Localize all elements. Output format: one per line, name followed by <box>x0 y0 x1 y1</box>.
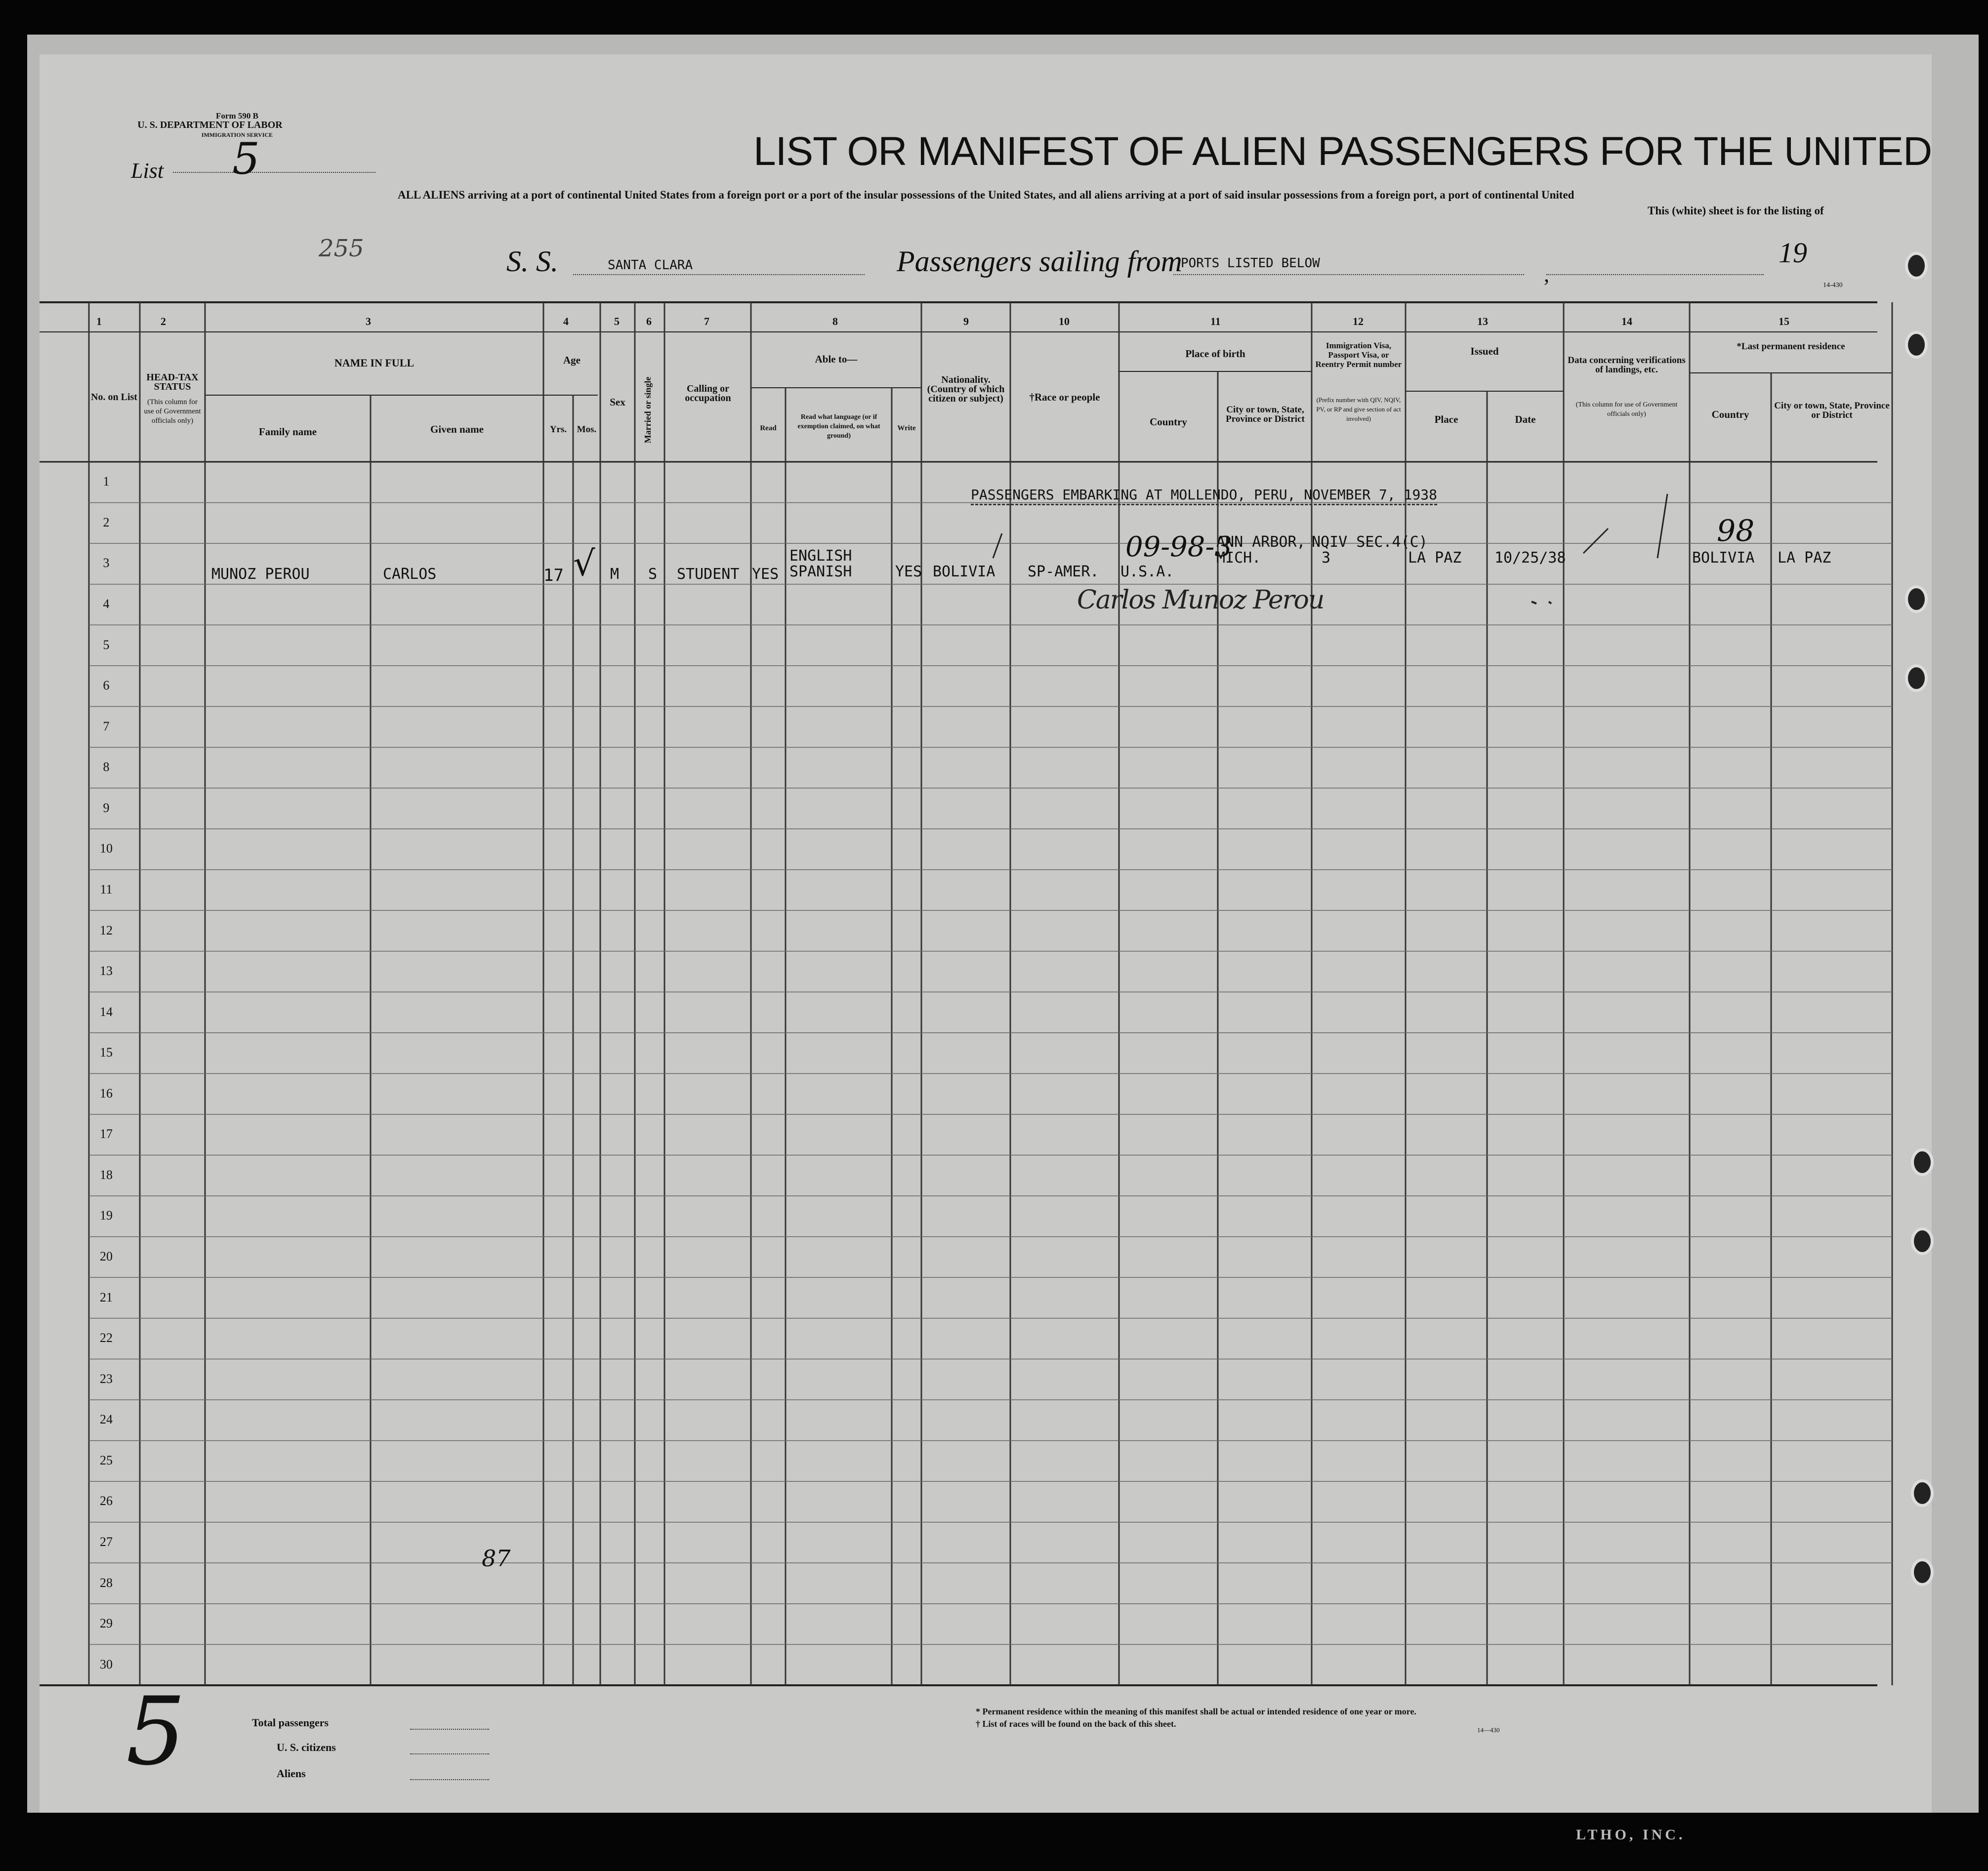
header-nationality: Nationality. (Country of which citizen or subject) <box>927 374 1005 404</box>
header-yrs: Yrs. <box>549 424 567 435</box>
header-issued-date: Date <box>1515 413 1536 425</box>
header-able-to: Able to— <box>815 353 858 365</box>
footnote-2: † List of races will be found on the back of this sheet. <box>976 1719 1176 1729</box>
list-label: List <box>131 159 164 183</box>
passenger-read: YES <box>752 566 779 583</box>
passenger-res-country: BOLIVIA <box>1692 549 1755 567</box>
header-read: Read <box>760 424 777 432</box>
row-number: 4 <box>103 596 110 611</box>
row-number: 23 <box>100 1371 113 1386</box>
service-name: IMMIGRATION SERVICE <box>201 131 273 138</box>
aliens-label: Aliens <box>277 1767 306 1780</box>
page-title: LIST OR MANIFEST OF ALIEN PASSENGERS FOR THE UNITED <box>753 129 1932 174</box>
passenger-age-years: 17 <box>543 566 564 585</box>
row-number: 21 <box>100 1290 113 1304</box>
year-prefix: 19 <box>1779 237 1807 269</box>
passenger-birth-country-hand: 09-98-3 <box>1125 531 1232 563</box>
sailing-label: Passengers sailing from <box>897 245 1182 278</box>
passenger-write: YES <box>895 563 922 580</box>
passenger-visa-1: NQIV SEC.4(C) <box>1312 533 1428 551</box>
ship-name: SANTA CLARA <box>608 258 693 273</box>
colnum-3: 3 <box>366 315 371 327</box>
colnum-12: 12 <box>1353 315 1364 327</box>
row-number: 14 <box>100 1004 113 1019</box>
instruction-line-2: This (white) sheet is for the listing of <box>1648 204 1824 217</box>
header-place-of-birth: Place of birth <box>1185 348 1245 360</box>
header-res-country: Country <box>1711 408 1749 420</box>
passenger-given-name: CARLOS <box>383 566 437 583</box>
row-number: 2 <box>103 515 110 529</box>
instruction-line-1: ALL ALIENS arriving at a port of continental United States from a foreign port or a port of the insular possessions of the United States, and all aliens arriving at a port of said insular possessions from a foreign port, a port of continental United <box>398 189 1574 201</box>
row-number: 30 <box>100 1657 113 1671</box>
row-number: 10 <box>100 841 113 856</box>
header-res-city: City or town, State, Province or District <box>1774 401 1890 420</box>
passenger-family-name: MUNOZ PEROU <box>211 566 310 583</box>
row-number: 28 <box>100 1575 113 1590</box>
row-number: 27 <box>100 1535 113 1549</box>
row-number: 15 <box>100 1045 113 1060</box>
passenger-issued-date: 10/25/38 <box>1494 549 1566 567</box>
colnum-14: 14 <box>1621 315 1632 327</box>
row-number: 7 <box>103 719 110 733</box>
list-number: 5 <box>232 133 260 184</box>
binder-hole-4 <box>1905 664 1928 692</box>
header-birth-city: City or town, State, Province or District <box>1226 405 1305 424</box>
footnote-1: * Permanent residence within the meaning of this manifest shall be actual or intended residence of one year or more. <box>976 1707 1416 1716</box>
binder-hole-2 <box>1905 331 1928 359</box>
row-number: 18 <box>100 1167 113 1182</box>
header-write: Write <box>897 424 916 432</box>
colnum-13: 13 <box>1477 315 1488 327</box>
row-number: 16 <box>100 1086 113 1100</box>
passenger-issued-place: LA PAZ <box>1408 549 1462 567</box>
header-age: Age <box>563 354 580 366</box>
binder-hole-1 <box>1905 252 1928 280</box>
row-number: 29 <box>100 1616 113 1631</box>
us-citizens-label: U. S. citizens <box>277 1741 336 1753</box>
colnum-11: 11 <box>1210 315 1221 327</box>
header-read-language: Read what language (or if exemption claimed, on what ground) <box>797 413 880 440</box>
colnum-10: 10 <box>1059 315 1070 327</box>
header-race: †Race or people <box>1029 391 1100 403</box>
colnum-8: 8 <box>832 315 838 327</box>
row-number: 11 <box>100 882 113 896</box>
passenger-birth-country: U.S.A. <box>1120 563 1174 580</box>
stamp-number: 255 <box>319 235 364 262</box>
binder-hole-7 <box>1911 1479 1934 1507</box>
row-number: 24 <box>100 1412 113 1427</box>
header-given-name: Given name <box>430 423 484 435</box>
header-birth-country: Country <box>1150 416 1187 428</box>
header-issued-place: Place <box>1434 413 1458 425</box>
row-number: 20 <box>100 1249 113 1264</box>
row-number: 13 <box>100 964 113 978</box>
binder-hole-6 <box>1911 1227 1934 1255</box>
row-number: 22 <box>100 1331 113 1345</box>
passenger-marital: S <box>648 566 658 583</box>
passenger-res-country-hand: 98 <box>1717 514 1755 548</box>
binder-hole-5 <box>1911 1148 1934 1176</box>
header-mos: Mos. <box>577 424 597 435</box>
margin-number: 87 <box>482 1545 511 1572</box>
row-number: 26 <box>100 1494 113 1508</box>
aliens-line <box>410 1779 489 1780</box>
colnum-2: 2 <box>161 315 166 327</box>
corner-code: 14-430 <box>1823 282 1843 289</box>
total-passengers-label: Total passengers <box>252 1716 329 1729</box>
ship-label: S. S. <box>506 245 558 278</box>
passenger-visa-2: 3 <box>1322 549 1331 567</box>
binder-hole-3 <box>1905 585 1928 613</box>
header-head-tax-note: (This column for use of Government officials only) <box>144 398 201 425</box>
header-head-tax: HEAD-TAX STATUS <box>146 372 199 392</box>
header-calling: Calling or occupation <box>685 383 731 404</box>
header-issued: Issued <box>1470 345 1499 357</box>
row-number: 9 <box>103 800 110 815</box>
passenger-language-2: SPANISH <box>789 563 852 580</box>
colnum-5: 5 <box>614 315 620 327</box>
row-number: 8 <box>103 760 110 774</box>
header-sex: Sex <box>610 396 625 408</box>
page-handwritten-number: 5 <box>126 1677 186 1786</box>
comma-mark: , <box>1544 262 1549 286</box>
passenger-signature: Carlos Munoz Perou <box>1077 585 1324 615</box>
row-number: 19 <box>100 1208 113 1223</box>
footnote-code: 14—430 <box>1477 1726 1500 1734</box>
department-name: U. S. DEPARTMENT OF LABOR <box>137 120 283 130</box>
row-number: 3 <box>103 556 110 570</box>
colnum-6: 6 <box>646 315 652 327</box>
us-citizens-line <box>410 1753 489 1754</box>
header-visa: Immigration Visa, Passport Visa, or Reentry Permit number <box>1315 341 1402 369</box>
header-family-name: Family name <box>258 426 317 438</box>
header-no-on-list: No. on List <box>91 392 137 403</box>
colnum-7: 7 <box>704 315 709 327</box>
colnum-1: 1 <box>96 315 102 327</box>
passenger-birth-city-2: MICH. <box>1216 549 1261 567</box>
passenger-race: SP-AMER. <box>1028 563 1099 580</box>
printer-mark: LTHO, INC. <box>1576 1827 1686 1843</box>
header-married: Married or single <box>643 376 653 444</box>
passenger-birth-city-1: ANN ARBOR, <box>1216 533 1306 551</box>
passenger-age-check: √ <box>573 543 595 584</box>
sailing-port: PORTS LISTED BELOW <box>1181 256 1320 271</box>
colnum-4: 4 <box>563 315 569 327</box>
colnum-9: 9 <box>963 315 969 327</box>
row-number: 17 <box>100 1127 113 1141</box>
passenger-occupation: STUDENT <box>677 566 740 583</box>
passenger-res-city: LA PAZ <box>1778 549 1831 567</box>
row-number: 1 <box>103 474 110 489</box>
form-number: Form 590 B <box>216 111 258 121</box>
colnum-15: 15 <box>1779 315 1789 327</box>
header-name-in-full: NAME IN FULL <box>334 357 414 369</box>
header-visa-note: (Prefix number with QIV, NQIV, PV, or RP and give section of act involved) <box>1316 396 1401 422</box>
row-number: 12 <box>100 923 113 937</box>
row-number: 5 <box>103 637 110 652</box>
row-number: 6 <box>103 678 110 693</box>
passenger-sex: M <box>610 566 620 583</box>
row-number: 25 <box>100 1453 113 1467</box>
passenger-nationality: BOLIVIA <box>933 563 995 580</box>
header-verification: Data concerning verifications of landings, etc. <box>1568 355 1686 375</box>
header-last-residence: *Last permanent residence <box>1737 341 1845 352</box>
passenger-language-1: ENGLISH <box>789 547 852 565</box>
embark-note: PASSENGERS EMBARKING AT MOLLENDO, PERU, NOVEMBER 7, 1938 <box>971 487 1437 505</box>
total-passengers-line <box>410 1729 489 1730</box>
header-verification-note: (This column for use of Government officials only) <box>1575 401 1678 418</box>
binder-hole-8 <box>1911 1558 1934 1586</box>
